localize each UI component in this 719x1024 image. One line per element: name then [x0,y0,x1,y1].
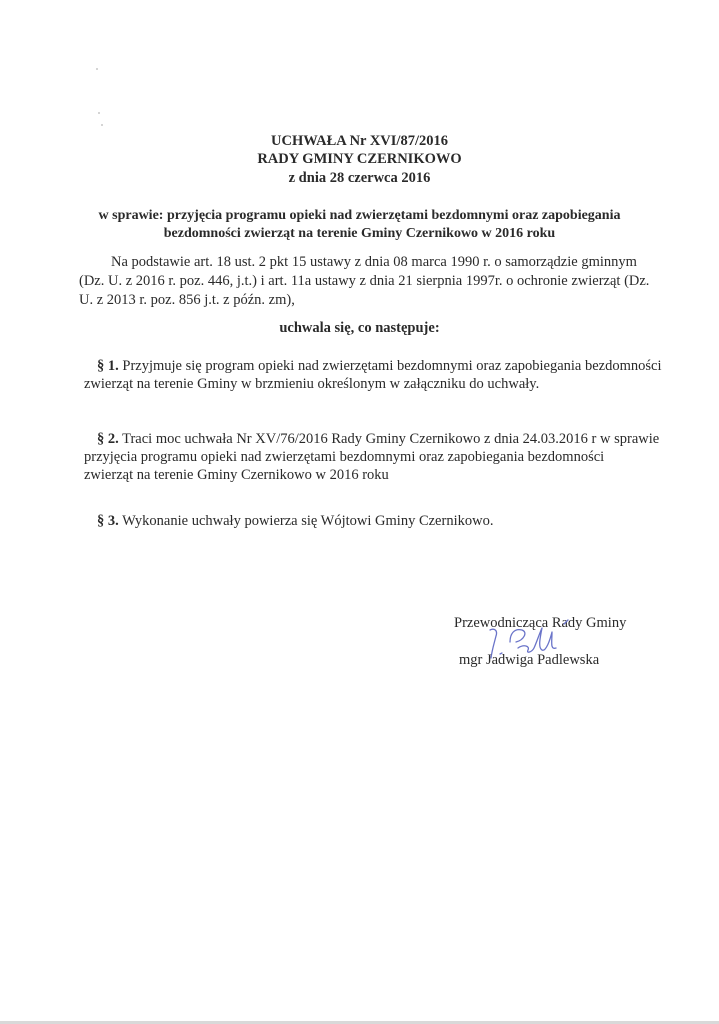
paragraph-2-line-1 [97,430,659,448]
subject-line-2: bezdomności zwierząt na terenie Gminy Czernikowo w 2016 roku [163,226,556,241]
paragraph-2-marker: § 2. [97,431,119,447]
legal-basis-line-3: U. z 2013 r. poz. 856 j.t. z późn. zm), [79,292,295,308]
paragraph-3-text: Wykonanie uchwały powierza się Wójtowi Gminy Czernikowo. [118,513,494,529]
scan-speck [96,68,98,70]
paragraph-2-text: Traci moc uchwała Nr XV/76/2016 Rady Gminy Czernikowo z dnia 24.03.2016 r w sprawie [118,431,660,447]
scan-speck [101,124,103,126]
scan-speck [98,112,100,114]
paragraph-3-line-1 [97,512,493,530]
council-name: RADY GMINY CZERNIKOWO [257,151,462,167]
resolution-date: z dnia 28 czerwca 2016 [288,170,431,186]
paragraph-1-line-2: zwierząt na terenie Gminy w brzmieniu określonym w załączniku do uchwały. [84,376,540,392]
legal-basis-line-2: (Dz. U. z 2016 r. poz. 446, j.t.) i art. 11a ustawy z dnia 21 sierpnia 1997r. o ochronie zwierząt (Dz. [79,273,650,289]
paragraph-2-line-2: przyjęcia programu opieki nad zwierzętami bezdomnymi oraz zapobiegania bezdomności [84,449,605,465]
signatory-role: Przewodnicząca Rady Gminy [454,615,627,631]
paragraph-3-marker: § 3. [97,513,119,529]
paragraph-1-text: Przyjmuje się program opieki nad zwierzętami bezdomnymi oraz zapobiegania bezdomności [118,358,662,374]
paragraph-2-line-3: zwierząt na terenie Gminy Czernikowo w 2016 roku [84,467,389,483]
resolution-phrase: uchwala się, co następuje: [279,320,440,336]
resolution-number: UCHWAŁA Nr XVI/87/2016 [271,133,448,149]
paragraph-1-marker: § 1. [97,358,119,374]
legal-basis-line-1: Na podstawie art. 18 ust. 2 pkt 15 ustawy z dnia 08 marca 1990 r. o samorządzie gminnym [111,254,637,270]
paragraph-1-line-1 [97,357,662,375]
subject-line-1: w sprawie: przyjęcia programu opieki nad zwierzętami bezdomnymi oraz zapobiegania [98,208,621,223]
signatory-name: mgr Jadwiga Padlewska [459,652,600,668]
